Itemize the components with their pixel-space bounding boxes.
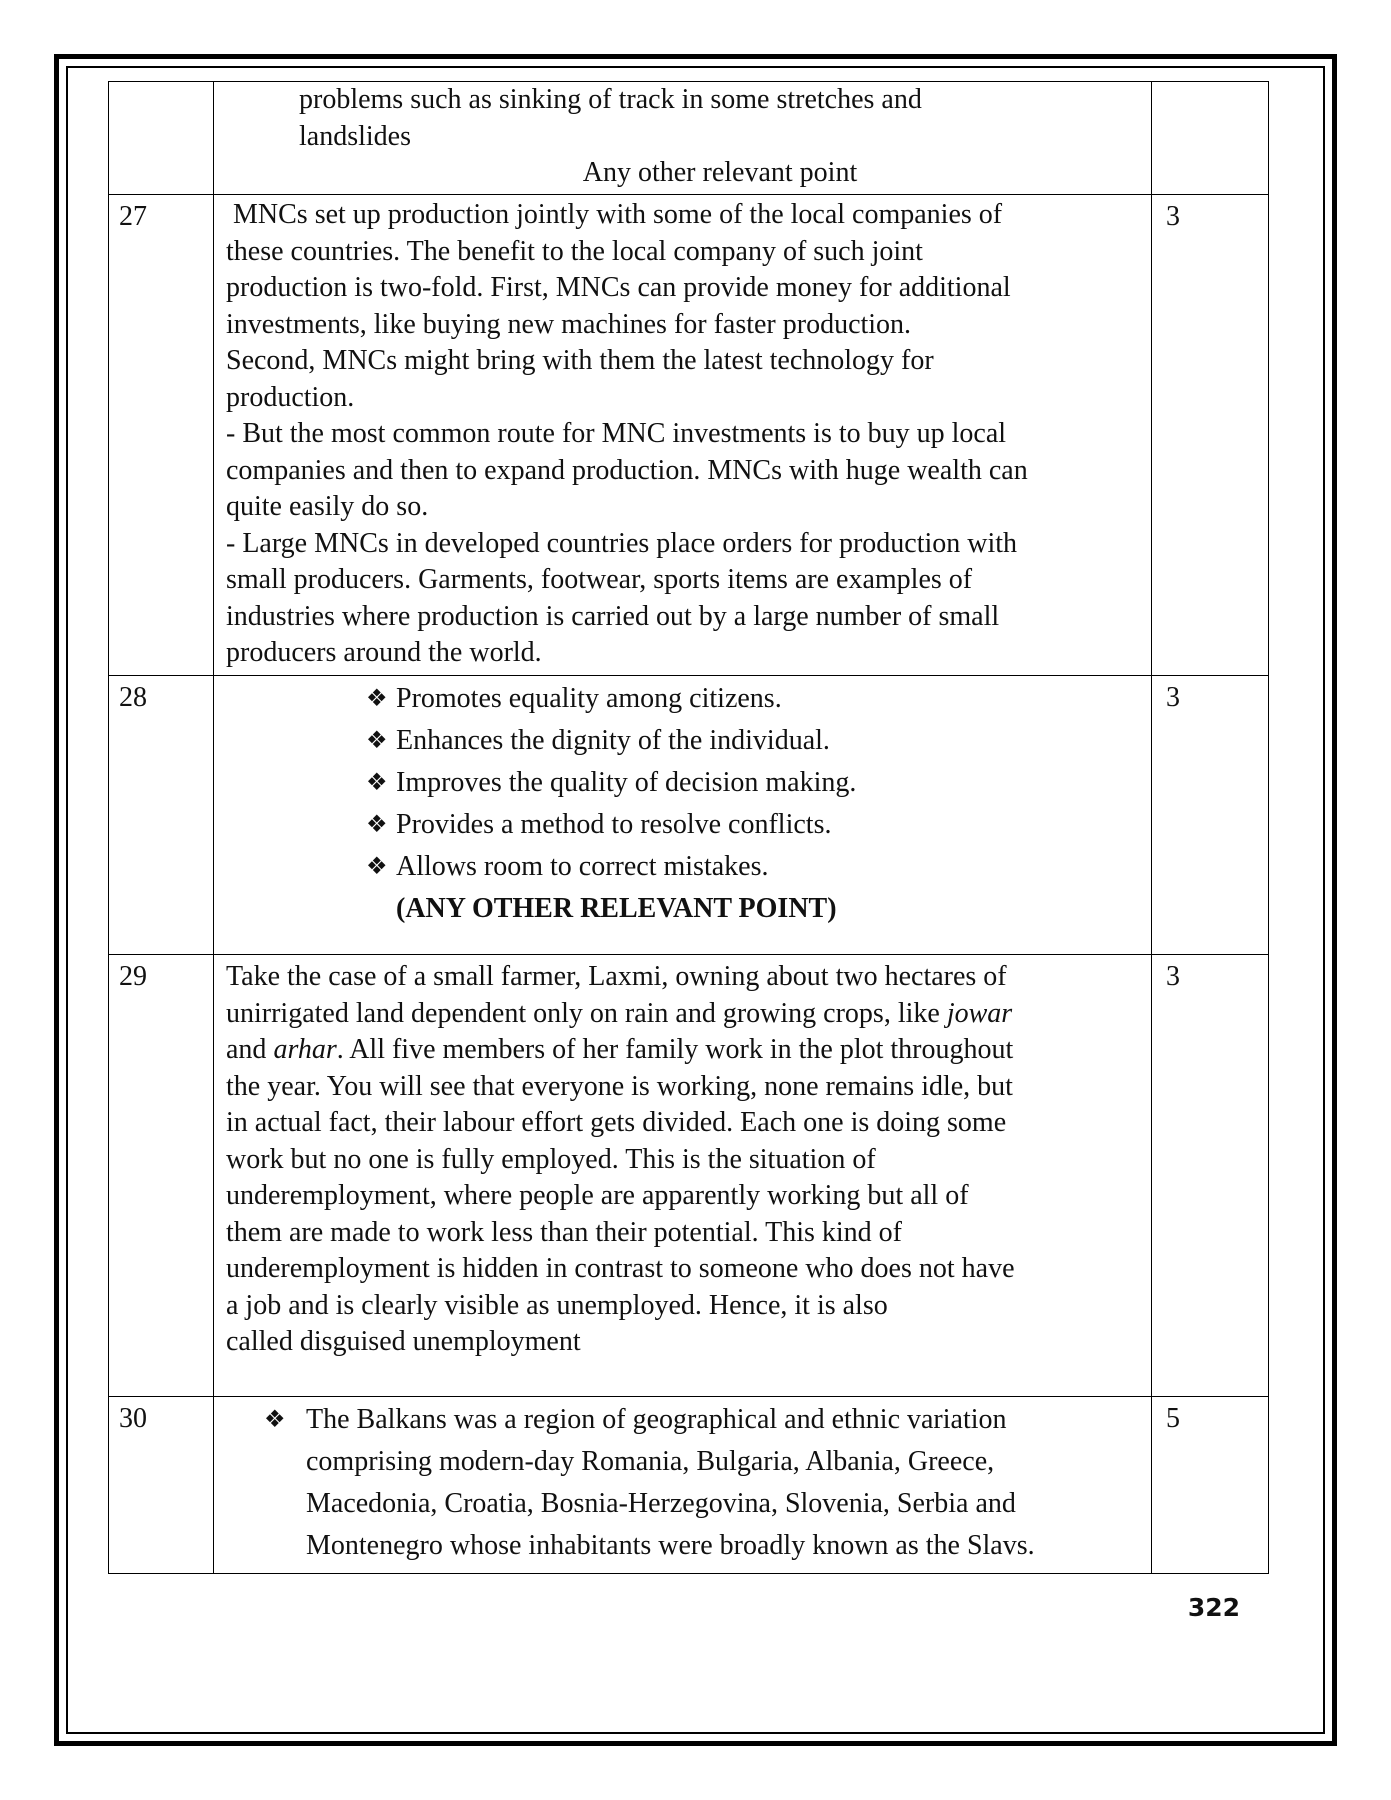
answer-line: in actual fact, their labour effort gets divided. Each one is doing some [226, 1107, 1007, 1138]
answer-line: small producers. Garments, footwear, sports items are examples of [226, 564, 973, 595]
answer-line: the year. You will see that everyone is working, none remains idle, but [226, 1070, 1013, 1102]
diamond-bullet-icon: ❖ [264, 1407, 286, 1433]
answer-line: production. [226, 381, 355, 413]
table-row [109, 676, 1269, 955]
marks-cell: 3 [1152, 195, 1269, 676]
answer-line: them are made to work less than their potential. This kind of [226, 1216, 902, 1248]
answer-line: Montenegro whose inhabitants were broadly known as the Slavs. [306, 1530, 1035, 1561]
question-number: 30 [109, 1397, 214, 1574]
answer-table [108, 81, 1269, 1574]
bullet-list [226, 676, 1141, 930]
relevant-point-note: Any other relevant point [582, 157, 858, 188]
answer-line: a job and is clearly visible as unemployed. Hence, it is also [226, 1289, 888, 1321]
answer-line: - Large MNCs in developed countries place orders for production with [226, 527, 1018, 559]
answer-line: underemployment, where people are apparently working but all of [226, 1180, 969, 1211]
answer-line: comprising modern-day Romania, Bulgaria, Albania, Greece, [306, 1446, 995, 1477]
table-row [109, 1397, 1269, 1574]
answer-line: producers around the world. [226, 637, 542, 668]
answer-line: work but no one is fully employed. This is the situation of [226, 1143, 876, 1175]
answer-line: - But the most common route for MNC investments is to buy up local [226, 418, 1007, 449]
answer-line: unirrigated land dependent only on rain and growing crops, like jowar [226, 997, 1013, 1029]
diamond-bullet-icon: ❖ [366, 686, 388, 712]
list-item [264, 1399, 1141, 1567]
diamond-bullet-icon: ❖ [366, 728, 388, 754]
question-number: 28 [109, 676, 214, 955]
answer-text [214, 195, 1152, 676]
crop-name: jowar [946, 997, 1013, 1029]
answer-line: Second, MNCs might bring with them the latest technology for [226, 345, 934, 376]
answer-text [214, 82, 1152, 195]
marks-cell: 5 [1152, 1397, 1269, 1574]
table-row [109, 82, 1269, 195]
answer-line: industries where production is carried out by a large number of small [226, 600, 1000, 632]
answer-line: problems such as sinking of track in some stretches and [299, 84, 922, 115]
question-number: 27 [109, 195, 214, 676]
table-row [109, 195, 1269, 676]
relevant-point-note: (ANY OTHER RELEVANT POINT) [396, 893, 837, 924]
answer-line: companies and then to expand production. MNCs with huge wealth can [226, 454, 1028, 486]
answer-line: MNCs set up production jointly with some of the local companies of [226, 199, 1003, 230]
answer-text [214, 955, 1152, 1397]
table-row [109, 955, 1269, 1397]
answer-line: Take the case of a small farmer, Laxmi, owning about two hectares of [226, 961, 1007, 992]
list-item: ❖ Provides a method to resolve conflicts. [366, 804, 1141, 846]
answer-line: quite easily do so. [226, 491, 429, 522]
crop-name: arhar [273, 1034, 337, 1065]
answer-line: The Balkans was a region of geographical and ethnic variation [306, 1404, 1007, 1435]
answer-line: investments, like buying new machines for faster production. [226, 308, 912, 340]
question-number [109, 82, 214, 195]
list-item: ❖ Improves the quality of decision making. [366, 762, 1141, 804]
answer-line: and arhar. All five members of her family work in the plot throughout [226, 1034, 1014, 1065]
question-number: 29 [109, 955, 214, 1397]
diamond-bullet-icon: ❖ [366, 770, 388, 796]
answer-line: underemployment is hidden in contrast to someone who does not have [226, 1253, 1015, 1284]
answer-line: landslides [299, 120, 411, 152]
list-item: ❖ Promotes equality among citizens. [366, 678, 1141, 720]
marks-cell: 3 [1152, 676, 1269, 955]
answer-line: Macedonia, Croatia, Bosnia-Herzegovina, Slovenia, Serbia and [306, 1488, 1016, 1519]
list-item: ❖ Allows room to correct mistakes. [366, 846, 1141, 888]
page-number: 322 [1187, 1593, 1240, 1622]
list-item: ❖ Enhances the dignity of the individual. [366, 720, 1141, 762]
marks-cell [1152, 82, 1269, 195]
marks-cell: 3 [1152, 955, 1269, 1397]
diamond-bullet-icon: ❖ [366, 812, 388, 838]
answer-text [214, 1397, 1152, 1574]
list-item [366, 888, 1141, 930]
answer-line: called disguised unemployment [226, 1326, 581, 1357]
answer-line: production is two-fold. First, MNCs can provide money for additional [226, 272, 1011, 303]
answer-line: these countries. The benefit to the local company of such joint [226, 235, 923, 267]
answer-text [214, 676, 1152, 955]
diamond-bullet-icon: ❖ [366, 854, 388, 880]
